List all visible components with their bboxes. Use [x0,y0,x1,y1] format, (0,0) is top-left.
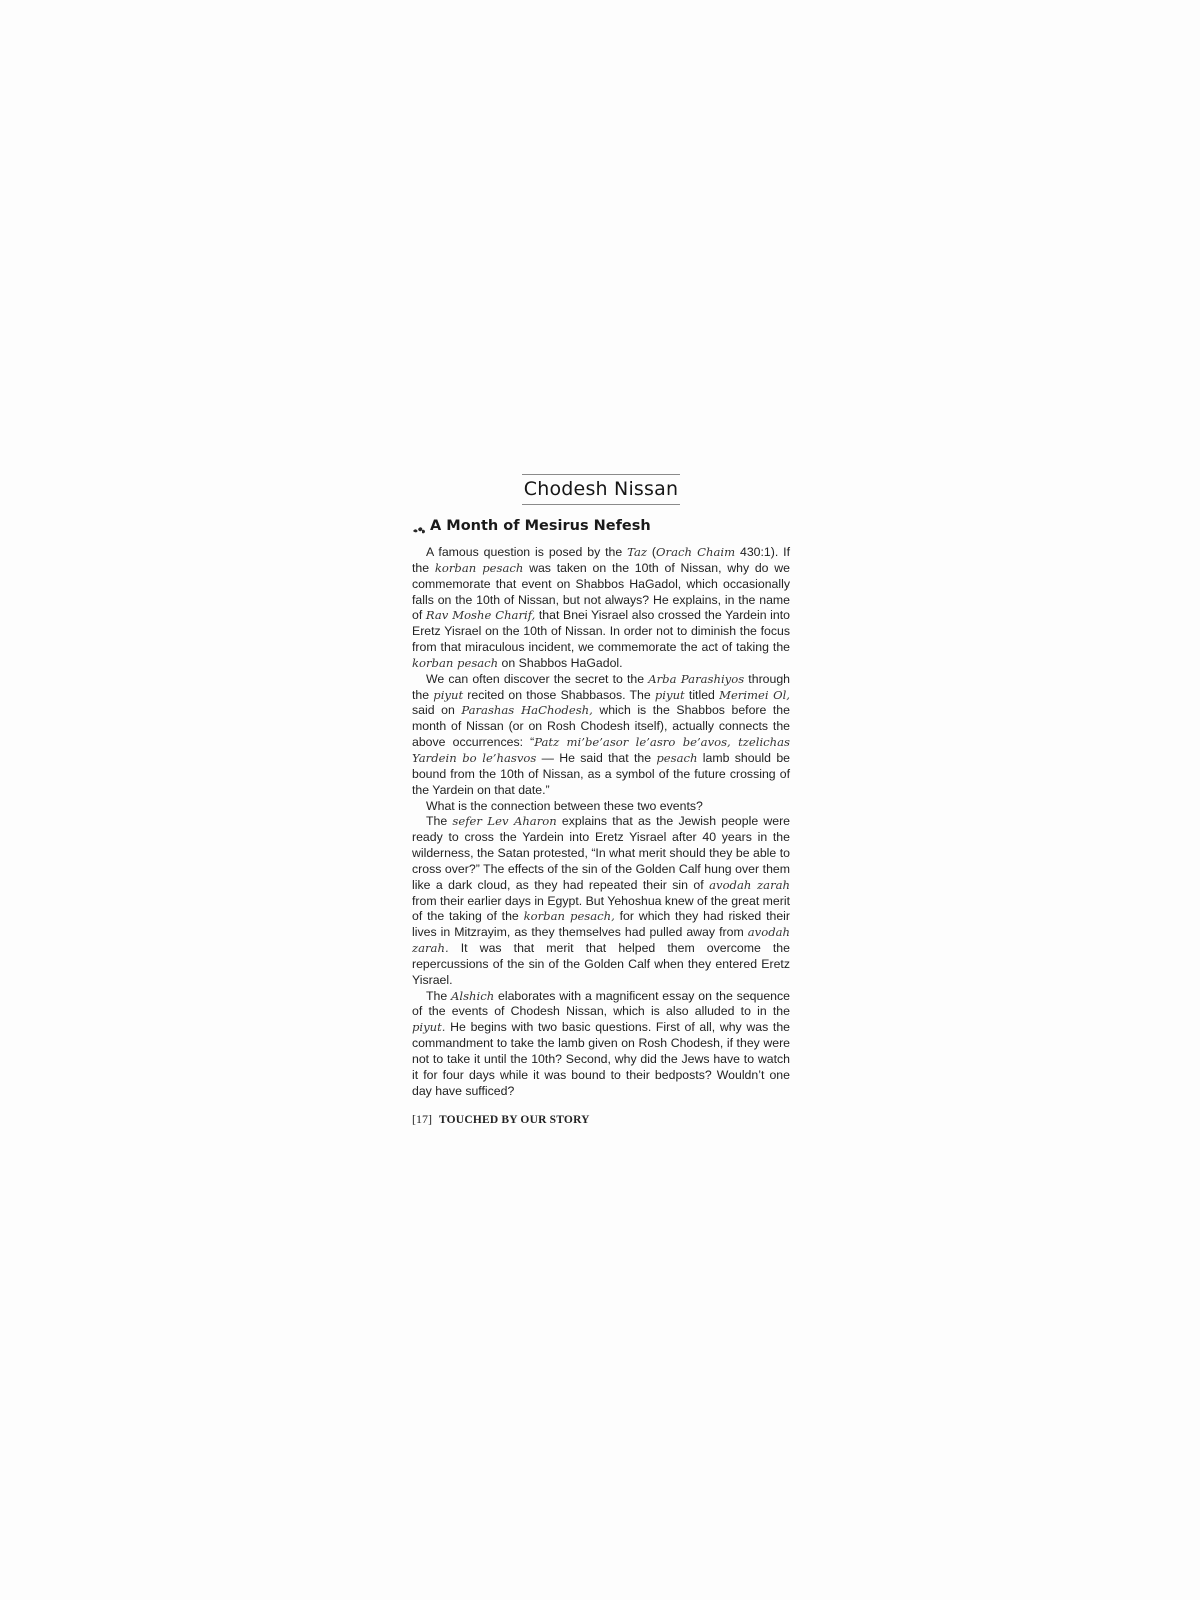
body-text [412,545,790,1100]
section-heading-text: A Month of Mesirus Nefesh [430,518,651,534]
italic-term: Arba Parashiyos [648,671,745,686]
paragraph: We can often discover the secret to the Arba Parashiyos through the piyut recited on those Shabbasos. The piyut titled Merimei Ol, said on Parashas HaChodesh, which is the Shabbos before the month of Nissan (or on Rosh Chodesh itself), actually connects the above occurrences: “Patz mi’be’asor le’asro be’avos, tzelichas Yardein bo le’hasvos — He said that the pesach lamb should be bound from the 10th of Nissan, as a symbol of the future crossing of the Yardein on that date.” [412,671,791,797]
fleuron-ornament-icon [412,521,426,531]
italic-term: Patz mi’be’asor le’asro be’avos, tzelichas Yardein bo le’hasvos [412,735,790,765]
running-title: TOUCHED BY OUR STORY [439,1113,590,1126]
paragraph: A famous question is posed by the Taz (Orach Chaim 430:1). If the korban pesach was taken on the 10th of Nissan, why do we commemorate that event on Shabbos HaGadol, which occasionally falls on the 10th of Nissan, but not always? He explains, in the name of Rav Moshe Charif, that Bnei Yisrael also crossed the Yardein into Eretz Yisrael on the 10th of Nissan. In order not to diminish the focus from that miraculous incident, we commemorate the act of taking the korban pesach on Shabbos HaGadol. [412,545,791,670]
italic-term: Taz [627,545,648,559]
italic-term: piyut [433,687,464,702]
italic-term: Parashas HaChodesh, [461,703,593,718]
italic-term: piyut. [412,1020,446,1035]
chapter-title-block [412,474,790,505]
paragraph: The sefer Lev Aharon explains that as the Jewish people were ready to cross the Yardein into Eretz Yisrael after 40 years in the wilderness, the Satan protested, “In what merit should they be able to cross over?” The effects of the sin of the Golden Calf hung over them like a dark cloud, as they had repeated their sin of avodah zarah from their earlier days in Egypt. But Yehoshua knew of the great merit of the taking of the korban pesach, for which they had risked their lives in Mitzrayim, as they themselves had pulled away from avodah zarah. It was that merit that helped them overcome the repercussions of the sin of the Golden Calf when they entered Eretz Yisrael. [412,814,791,987]
italic-term: avodah zarah. [412,925,790,956]
italic-term: korban pesach [434,560,524,575]
italic-term: korban pesach [412,655,499,670]
book-page [412,474,790,1127]
paragraph: The Alshich elaborates with a magnificent essay on the sequence of the events of Chodesh Nissan, which is also alluded to in the piyut. He begins with two basic questions. First of all, why was the commandment to take the lamb given on Rosh Chodesh, if they were not to take it until the 10th? Second, why did the Jews have to watch it for four days while it was bound to their bedposts? Wouldn’t one day have sufficed? [412,988,790,1098]
italic-term: Orach Chaim [656,545,736,559]
italic-term: avodah zarah [709,877,791,892]
italic-term: Alshich [451,988,495,1003]
chapter-title: Chodesh Nissan [522,474,680,505]
italic-term: Merimei Ol, [719,687,790,702]
italic-term: Rav Moshe Charif, [425,608,536,623]
section-heading [412,516,790,536]
italic-term: piyut [654,687,685,702]
italic-term: sefer Lev Aharon [452,814,557,829]
page-footer [412,1112,790,1127]
paragraph: What is the connection between these two events? [426,798,703,813]
italic-term: korban pesach, [523,909,615,924]
page-number: [17] [412,1111,432,1126]
italic-term: pesach [656,750,698,765]
